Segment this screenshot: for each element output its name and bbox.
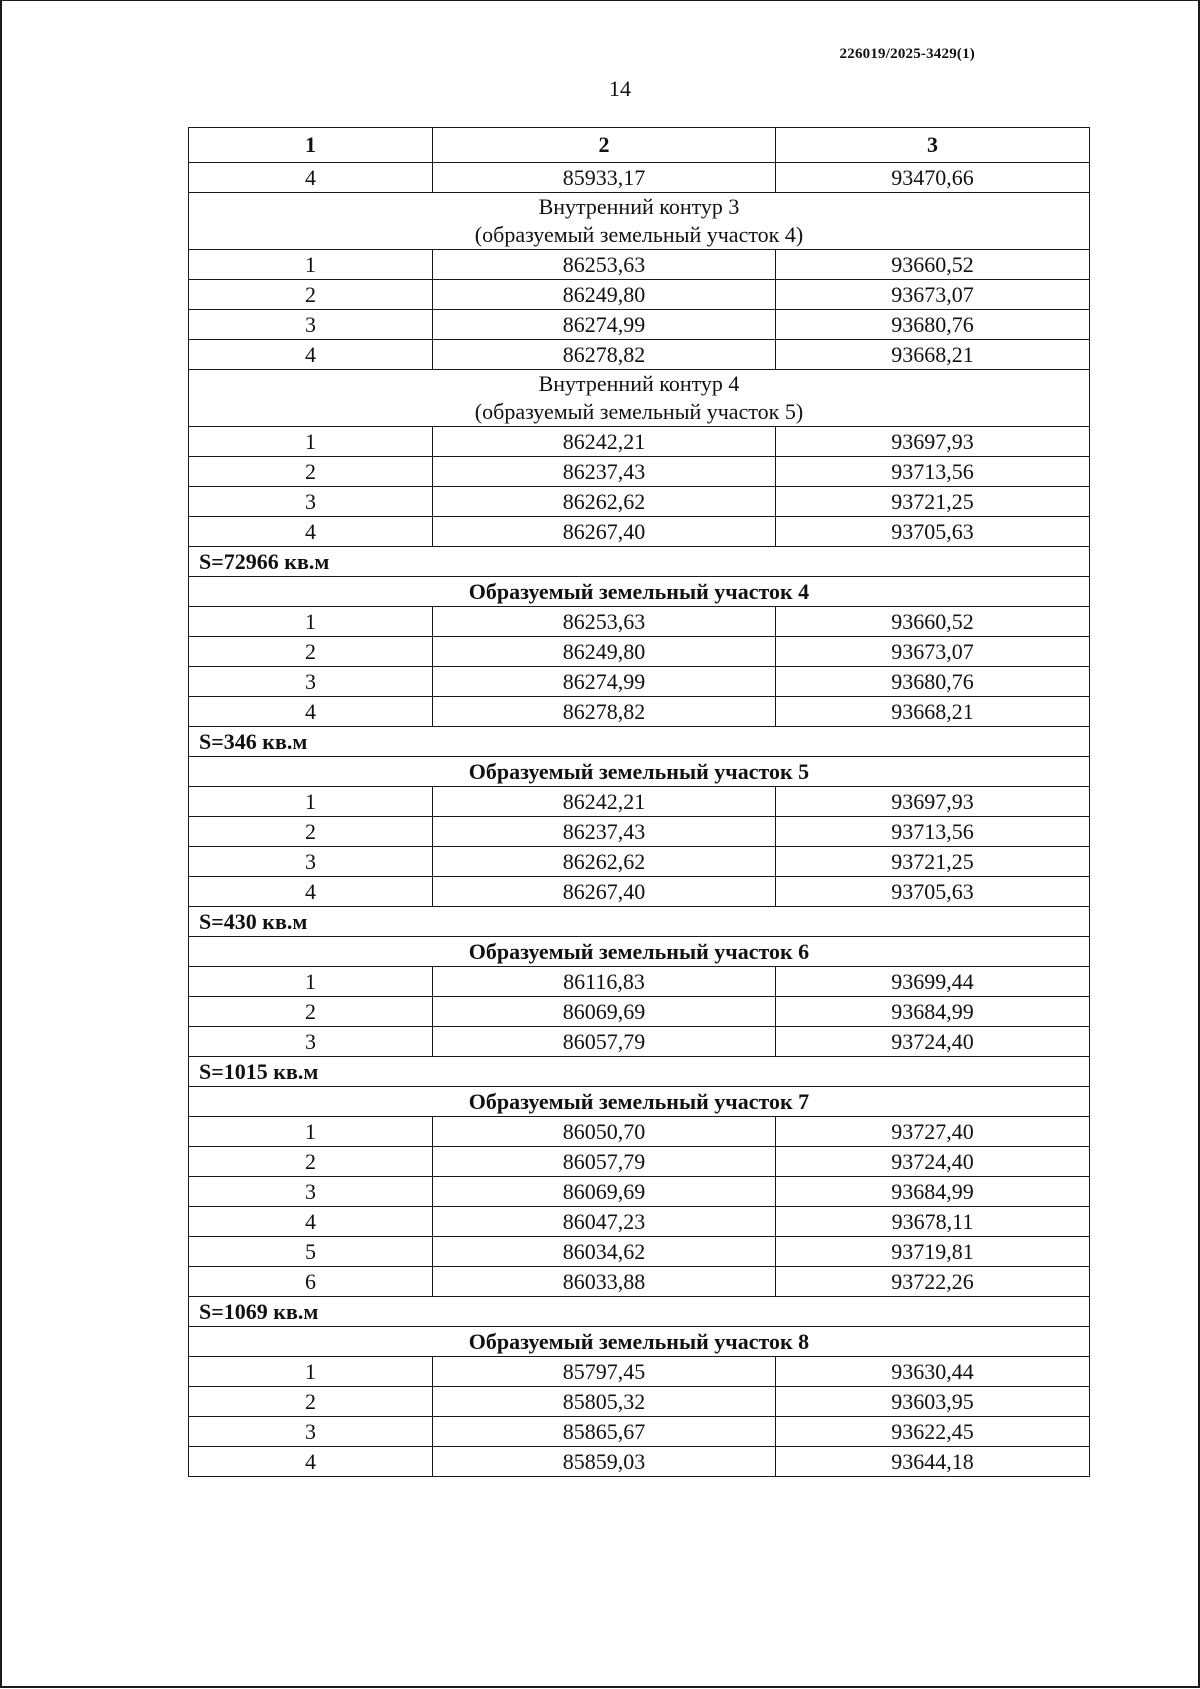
point-number-cell: 4 [189,163,433,193]
y-coordinate-cell: 93630,44 [776,1357,1090,1387]
x-coordinate-cell: 86278,82 [433,697,776,727]
section-heading-row [189,757,1090,787]
x-coordinate-cell: 86050,70 [433,1117,776,1147]
x-coordinate-cell: 86069,69 [433,997,776,1027]
table-row [189,967,1090,997]
y-coordinate-cell: 93678,11 [776,1207,1090,1237]
point-number-cell: 1 [189,427,433,457]
point-number-cell: 4 [189,697,433,727]
column-header: 1 [189,128,433,163]
y-coordinate-cell: 93705,63 [776,517,1090,547]
y-coordinate-cell: 93713,56 [776,817,1090,847]
table-row [189,340,1090,370]
y-coordinate-cell: 93668,21 [776,340,1090,370]
y-coordinate-cell: 93684,99 [776,997,1090,1027]
point-number-cell: 3 [189,1177,433,1207]
table-row [189,517,1090,547]
table-row [189,427,1090,457]
point-number-cell: 1 [189,607,433,637]
point-number-cell: 3 [189,847,433,877]
x-coordinate-cell: 85859,03 [433,1447,776,1477]
point-number-cell: 1 [189,250,433,280]
table-row [189,877,1090,907]
x-coordinate-cell: 86262,62 [433,487,776,517]
area-value-cell: S=1015 кв.м [189,1057,1090,1087]
table-row [189,1027,1090,1057]
contour-title: Внутренний контур 3 [538,194,740,219]
area-value-cell: S=1069 кв.м [189,1297,1090,1327]
document-number: 226019/2025-3429(1) [839,46,975,62]
coordinates-table [188,127,1090,1477]
y-coordinate-cell: 93684,99 [776,1177,1090,1207]
x-coordinate-cell: 86237,43 [433,457,776,487]
y-coordinate-cell: 93697,93 [776,427,1090,457]
y-coordinate-cell: 93470,66 [776,163,1090,193]
point-number-cell: 3 [189,1027,433,1057]
section-heading-row [189,937,1090,967]
point-number-cell: 6 [189,1267,433,1297]
table-row [189,1147,1090,1177]
area-row [189,547,1090,577]
x-coordinate-cell: 86242,21 [433,787,776,817]
y-coordinate-cell: 93722,26 [776,1267,1090,1297]
table-row [189,487,1090,517]
table-row [189,787,1090,817]
table-row [189,280,1090,310]
point-number-cell: 2 [189,637,433,667]
table-row [189,310,1090,340]
section-heading-cell: Образуемый земельный участок 4 [189,577,1090,607]
x-coordinate-cell: 86262,62 [433,847,776,877]
area-value-cell: S=72966 кв.м [189,547,1090,577]
section-heading-row [189,1087,1090,1117]
section-heading-row [189,577,1090,607]
y-coordinate-cell: 93673,07 [776,637,1090,667]
area-row [189,1297,1090,1327]
table-row [189,1387,1090,1417]
table-row [189,637,1090,667]
section-heading-cell: Образуемый земельный участок 6 [189,937,1090,967]
x-coordinate-cell: 86116,83 [433,967,776,997]
table-row [189,457,1090,487]
table-row [189,817,1090,847]
point-number-cell: 3 [189,310,433,340]
x-coordinate-cell: 86278,82 [433,340,776,370]
table-header-row [189,128,1090,163]
table-row [189,1117,1090,1147]
y-coordinate-cell: 93721,25 [776,847,1090,877]
x-coordinate-cell: 86057,79 [433,1027,776,1057]
section-heading-cell: Образуемый земельный участок 7 [189,1087,1090,1117]
table-row [189,997,1090,1027]
y-coordinate-cell: 93660,52 [776,250,1090,280]
x-coordinate-cell: 86267,40 [433,517,776,547]
table-row [189,697,1090,727]
x-coordinate-cell: 86242,21 [433,427,776,457]
x-coordinate-cell: 86274,99 [433,310,776,340]
point-number-cell: 2 [189,1147,433,1177]
point-number-cell: 2 [189,280,433,310]
point-number-cell: 2 [189,457,433,487]
table-row [189,1357,1090,1387]
point-number-cell: 2 [189,1387,433,1417]
x-coordinate-cell: 85865,67 [433,1417,776,1447]
x-coordinate-cell: 86033,88 [433,1267,776,1297]
x-coordinate-cell: 85797,45 [433,1357,776,1387]
page-number: 14 [609,76,631,101]
x-coordinate-cell: 86047,23 [433,1207,776,1237]
y-coordinate-cell: 93721,25 [776,487,1090,517]
y-coordinate-cell: 93727,40 [776,1117,1090,1147]
contour-subtitle: (образуемый земельный участок 5) [474,399,804,424]
table-row [189,667,1090,697]
point-number-cell: 1 [189,1357,433,1387]
table-row [189,607,1090,637]
x-coordinate-cell: 86274,99 [433,667,776,697]
y-coordinate-cell: 93724,40 [776,1147,1090,1177]
table-row [189,1267,1090,1297]
y-coordinate-cell: 93660,52 [776,607,1090,637]
point-number-cell: 4 [189,517,433,547]
y-coordinate-cell: 93697,93 [776,787,1090,817]
table-row [189,1447,1090,1477]
y-coordinate-cell: 93603,95 [776,1387,1090,1417]
table-row [189,1237,1090,1267]
point-number-cell: 1 [189,967,433,997]
y-coordinate-cell: 93724,40 [776,1027,1090,1057]
y-coordinate-cell: 93680,76 [776,310,1090,340]
area-row [189,1057,1090,1087]
contour-heading-row [189,193,1090,250]
table-row [189,250,1090,280]
point-number-cell: 3 [189,1417,433,1447]
column-header: 3 [776,128,1090,163]
point-number-cell: 3 [189,667,433,697]
x-coordinate-cell: 86034,62 [433,1237,776,1267]
x-coordinate-cell: 86253,63 [433,607,776,637]
table-row [189,1177,1090,1207]
section-heading-cell: Образуемый земельный участок 8 [189,1327,1090,1357]
table-row [189,1207,1090,1237]
point-number-cell: 4 [189,1207,433,1237]
point-number-cell: 2 [189,817,433,847]
x-coordinate-cell: 86249,80 [433,637,776,667]
x-coordinate-cell: 86253,63 [433,250,776,280]
table-row [189,163,1090,193]
y-coordinate-cell: 93699,44 [776,967,1090,997]
y-coordinate-cell: 93673,07 [776,280,1090,310]
contour-heading-cell [189,193,1090,250]
point-number-cell: 4 [189,340,433,370]
x-coordinate-cell: 86057,79 [433,1147,776,1177]
point-number-cell: 5 [189,1237,433,1267]
y-coordinate-cell: 93668,21 [776,697,1090,727]
point-number-cell: 1 [189,1117,433,1147]
x-coordinate-cell: 86249,80 [433,280,776,310]
table-row [189,847,1090,877]
area-value-cell: S=346 кв.м [189,727,1090,757]
y-coordinate-cell: 93713,56 [776,457,1090,487]
area-row [189,907,1090,937]
point-number-cell: 4 [189,877,433,907]
x-coordinate-cell: 86237,43 [433,817,776,847]
point-number-cell: 3 [189,487,433,517]
coordinates-table-body [189,128,1090,1477]
x-coordinate-cell: 86069,69 [433,1177,776,1207]
contour-heading-row [189,370,1090,427]
area-row [189,727,1090,757]
point-number-cell: 2 [189,997,433,1027]
point-number-cell: 1 [189,787,433,817]
contour-title: Внутренний контур 4 [538,371,740,396]
area-value-cell: S=430 кв.м [189,907,1090,937]
x-coordinate-cell: 86267,40 [433,877,776,907]
x-coordinate-cell: 85933,17 [433,163,776,193]
section-heading-cell: Образуемый земельный участок 5 [189,757,1090,787]
y-coordinate-cell: 93719,81 [776,1237,1090,1267]
x-coordinate-cell: 85805,32 [433,1387,776,1417]
table-row [189,1417,1090,1447]
point-number-cell: 4 [189,1447,433,1477]
y-coordinate-cell: 93622,45 [776,1417,1090,1447]
contour-subtitle: (образуемый земельный участок 4) [474,222,804,247]
y-coordinate-cell: 93705,63 [776,877,1090,907]
section-heading-row [189,1327,1090,1357]
column-header: 2 [433,128,776,163]
y-coordinate-cell: 93680,76 [776,667,1090,697]
contour-heading-cell [189,370,1090,427]
y-coordinate-cell: 93644,18 [776,1447,1090,1477]
